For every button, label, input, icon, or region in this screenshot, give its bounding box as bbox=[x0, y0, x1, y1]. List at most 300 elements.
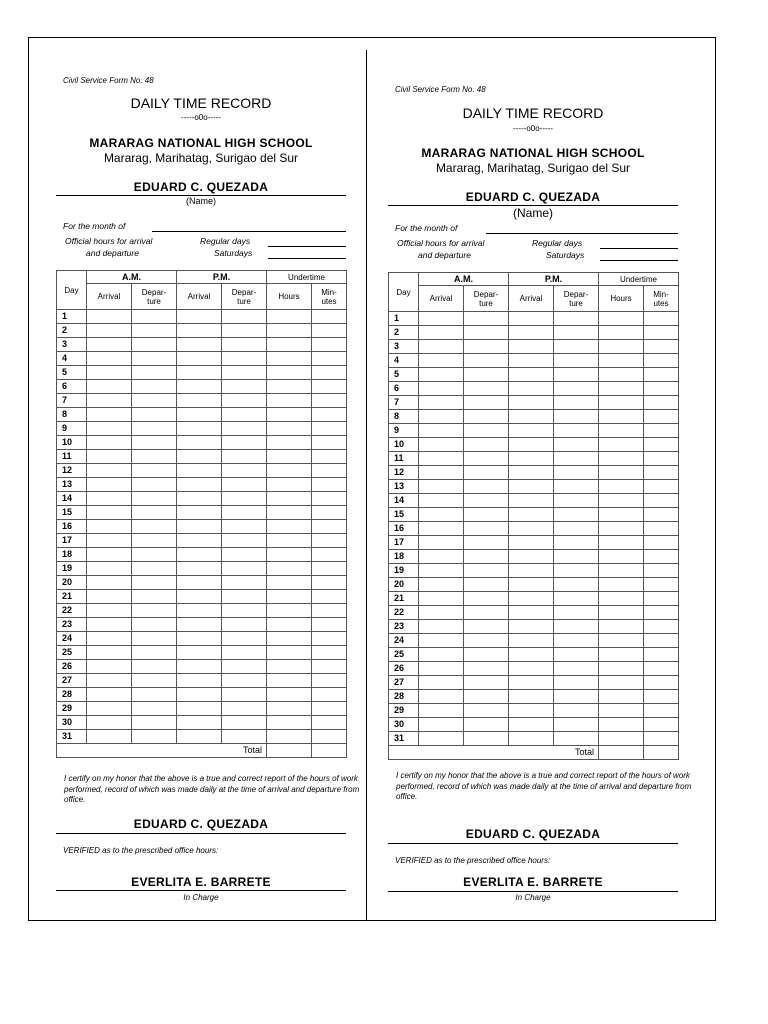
school-address: Mararag, Marihatag, Surigao del Sur bbox=[435, 161, 631, 175]
table-row bbox=[57, 422, 347, 436]
table-row bbox=[57, 408, 347, 422]
am-arrival-cell bbox=[419, 536, 464, 550]
form-number: Civil Service Form No. 48 bbox=[63, 76, 154, 85]
am-departure-cell bbox=[464, 494, 509, 508]
day-header: Day bbox=[57, 271, 87, 310]
am-departure-cell bbox=[132, 534, 177, 548]
table-row bbox=[389, 564, 679, 578]
undertime-minutes-cell bbox=[644, 368, 679, 382]
pm-departure-cell bbox=[222, 632, 267, 646]
day-number: 29 bbox=[57, 702, 87, 716]
am-departure-cell bbox=[132, 310, 177, 324]
table-row bbox=[389, 480, 679, 494]
table-row bbox=[389, 592, 679, 606]
am-arrival-cell bbox=[419, 592, 464, 606]
am-arrival-cell bbox=[87, 604, 132, 618]
undertime-hours-cell bbox=[267, 576, 312, 590]
am-departure-cell bbox=[464, 326, 509, 340]
am-departure-cell bbox=[464, 634, 509, 648]
undertime-minutes-cell bbox=[312, 324, 347, 338]
table-row bbox=[389, 438, 679, 452]
title-ornament: -----o0o----- bbox=[513, 124, 553, 133]
day-number: 22 bbox=[57, 604, 87, 618]
am-departure-cell bbox=[464, 410, 509, 424]
pm-departure-cell bbox=[222, 548, 267, 562]
undertime-hours-cell bbox=[267, 464, 312, 478]
undertime-hours-cell bbox=[599, 424, 644, 438]
pm-arrival-cell bbox=[177, 492, 222, 506]
table-row bbox=[57, 702, 347, 716]
am-departure-header: Depar- ture bbox=[464, 286, 509, 312]
am-arrival-cell bbox=[419, 396, 464, 410]
undertime-minutes-cell bbox=[644, 620, 679, 634]
undertime-hours-cell bbox=[267, 632, 312, 646]
undertime-hours-cell bbox=[599, 410, 644, 424]
day-number: 19 bbox=[389, 564, 419, 578]
undertime-hours-cell bbox=[267, 562, 312, 576]
pm-departure-cell bbox=[222, 478, 267, 492]
undertime-hours-cell bbox=[599, 676, 644, 690]
table-row bbox=[389, 452, 679, 466]
saturdays-line bbox=[268, 258, 346, 259]
am-departure-cell bbox=[132, 590, 177, 604]
day-number: 27 bbox=[57, 674, 87, 688]
am-arrival-cell bbox=[87, 702, 132, 716]
pm-arrival-cell bbox=[509, 732, 554, 746]
undertime-minutes-cell bbox=[312, 632, 347, 646]
day-number: 30 bbox=[389, 718, 419, 732]
undertime-minutes-cell bbox=[644, 592, 679, 606]
table-row bbox=[389, 466, 679, 480]
table-row bbox=[389, 368, 679, 382]
am-departure-cell bbox=[464, 550, 509, 564]
pm-departure-cell bbox=[222, 464, 267, 478]
pm-departure-cell bbox=[222, 394, 267, 408]
day-number: 6 bbox=[389, 382, 419, 396]
pm-arrival-header: Arrival bbox=[177, 284, 222, 310]
pm-departure-cell bbox=[554, 368, 599, 382]
undertime-hours-cell bbox=[599, 382, 644, 396]
pm-departure-cell bbox=[554, 508, 599, 522]
table-row bbox=[57, 338, 347, 352]
pm-arrival-cell bbox=[509, 704, 554, 718]
employee-name: EDUARD C. QUEZADA bbox=[465, 190, 601, 204]
employee-name: EDUARD C. QUEZADA bbox=[133, 180, 269, 194]
table-row bbox=[57, 646, 347, 660]
am-arrival-cell bbox=[87, 450, 132, 464]
am-departure-cell bbox=[464, 564, 509, 578]
school-address: Mararag, Marihatag, Surigao del Sur bbox=[103, 151, 299, 165]
table-row bbox=[57, 520, 347, 534]
am-departure-cell bbox=[464, 662, 509, 676]
pm-arrival-cell bbox=[177, 632, 222, 646]
day-number: 29 bbox=[389, 704, 419, 718]
am-departure-cell bbox=[464, 452, 509, 466]
undertime-header: Undertime bbox=[267, 271, 347, 284]
pm-arrival-cell bbox=[509, 466, 554, 480]
am-arrival-cell bbox=[87, 632, 132, 646]
pm-arrival-cell bbox=[509, 536, 554, 550]
am-departure-cell bbox=[464, 354, 509, 368]
am-departure-cell bbox=[464, 466, 509, 480]
am-departure-cell bbox=[464, 368, 509, 382]
am-departure-cell bbox=[132, 646, 177, 660]
table-row bbox=[57, 394, 347, 408]
day-header: Day bbox=[389, 273, 419, 312]
undertime-hours-cell bbox=[599, 690, 644, 704]
pm-arrival-cell bbox=[177, 464, 222, 478]
pm-departure-cell bbox=[554, 494, 599, 508]
pm-departure-cell bbox=[554, 732, 599, 746]
am-departure-cell bbox=[132, 548, 177, 562]
pm-arrival-cell bbox=[177, 646, 222, 660]
undertime-minutes-cell bbox=[644, 326, 679, 340]
verifier-name: EVERLITA E. BARRETE bbox=[131, 875, 271, 889]
undertime-minutes-cell bbox=[312, 422, 347, 436]
undertime-minutes-cell bbox=[644, 410, 679, 424]
table-row bbox=[57, 352, 347, 366]
am-arrival-cell bbox=[419, 564, 464, 578]
undertime-hours-cell bbox=[267, 716, 312, 730]
table-row bbox=[57, 632, 347, 646]
undertime-hours-header: Hours bbox=[267, 284, 312, 310]
pm-arrival-cell bbox=[509, 480, 554, 494]
undertime-minutes-cell bbox=[644, 676, 679, 690]
am-arrival-cell bbox=[419, 508, 464, 522]
undertime-hours-cell bbox=[599, 368, 644, 382]
pm-arrival-cell bbox=[177, 338, 222, 352]
pm-arrival-cell bbox=[177, 660, 222, 674]
pm-departure-cell bbox=[222, 506, 267, 520]
am-departure-cell bbox=[132, 380, 177, 394]
pm-arrival-cell bbox=[509, 522, 554, 536]
undertime-hours-cell bbox=[599, 634, 644, 648]
regular-days-label: Regular days bbox=[532, 238, 583, 248]
am-departure-cell bbox=[132, 464, 177, 478]
undertime-minutes-cell bbox=[312, 408, 347, 422]
form-number: Civil Service Form No. 48 bbox=[395, 85, 486, 94]
dtr-form-left bbox=[56, 0, 360, 1024]
pm-departure-cell bbox=[222, 576, 267, 590]
pm-departure-cell bbox=[554, 662, 599, 676]
day-number: 4 bbox=[389, 354, 419, 368]
saturdays-line bbox=[600, 260, 678, 261]
undertime-hours-cell bbox=[599, 466, 644, 480]
am-arrival-cell bbox=[419, 634, 464, 648]
total-label: Total bbox=[222, 744, 267, 758]
pm-departure-cell bbox=[222, 618, 267, 632]
day-number: 2 bbox=[389, 326, 419, 340]
day-number: 1 bbox=[389, 312, 419, 326]
am-arrival-cell bbox=[87, 506, 132, 520]
table-row bbox=[57, 366, 347, 380]
employee-signature-line bbox=[56, 833, 346, 834]
day-number: 26 bbox=[57, 660, 87, 674]
pm-arrival-cell bbox=[509, 690, 554, 704]
undertime-minutes-header: Min- utes bbox=[644, 286, 679, 312]
pm-departure-cell bbox=[222, 688, 267, 702]
undertime-hours-cell bbox=[267, 590, 312, 604]
table-row bbox=[389, 648, 679, 662]
undertime-hours-cell bbox=[599, 564, 644, 578]
am-departure-cell bbox=[464, 620, 509, 634]
table-row bbox=[389, 396, 679, 410]
pm-arrival-cell bbox=[177, 422, 222, 436]
day-number: 10 bbox=[57, 436, 87, 450]
am-arrival-cell bbox=[419, 480, 464, 494]
undertime-minutes-cell bbox=[312, 646, 347, 660]
undertime-hours-cell bbox=[267, 492, 312, 506]
am-departure-cell bbox=[132, 352, 177, 366]
undertime-minutes-cell bbox=[644, 550, 679, 564]
pm-departure-cell bbox=[222, 604, 267, 618]
am-arrival-cell bbox=[419, 578, 464, 592]
pm-departure-cell bbox=[222, 590, 267, 604]
day-number: 10 bbox=[389, 438, 419, 452]
pm-departure-cell bbox=[554, 550, 599, 564]
center-divider bbox=[366, 50, 367, 920]
undertime-header: Undertime bbox=[599, 273, 679, 286]
undertime-hours-cell bbox=[267, 450, 312, 464]
am-arrival-cell bbox=[87, 674, 132, 688]
undertime-minutes-cell bbox=[312, 492, 347, 506]
pm-arrival-cell bbox=[509, 718, 554, 732]
pm-arrival-header: Arrival bbox=[509, 286, 554, 312]
pm-arrival-cell bbox=[509, 662, 554, 676]
time-record-table bbox=[388, 272, 679, 760]
am-departure-cell bbox=[132, 366, 177, 380]
day-number: 13 bbox=[57, 478, 87, 492]
am-arrival-cell bbox=[87, 380, 132, 394]
regular-days-label: Regular days bbox=[200, 236, 251, 246]
undertime-minutes-cell bbox=[312, 660, 347, 674]
pm-arrival-cell bbox=[509, 564, 554, 578]
undertime-minutes-cell bbox=[644, 438, 679, 452]
am-arrival-cell bbox=[87, 338, 132, 352]
saturdays-label: Saturdays bbox=[214, 248, 253, 258]
name-caption: (Name) bbox=[185, 196, 216, 206]
day-number: 6 bbox=[57, 380, 87, 394]
pm-departure-cell bbox=[222, 702, 267, 716]
undertime-minutes-cell bbox=[644, 508, 679, 522]
pm-departure-cell bbox=[222, 492, 267, 506]
am-arrival-cell bbox=[87, 492, 132, 506]
undertime-hours-cell bbox=[267, 324, 312, 338]
day-number: 7 bbox=[57, 394, 87, 408]
undertime-minutes-cell bbox=[644, 536, 679, 550]
am-arrival-cell bbox=[87, 436, 132, 450]
day-number: 5 bbox=[389, 368, 419, 382]
table-row bbox=[57, 548, 347, 562]
undertime-hours-cell bbox=[267, 338, 312, 352]
undertime-minutes-cell bbox=[644, 452, 679, 466]
undertime-minutes-cell bbox=[644, 494, 679, 508]
pm-departure-cell bbox=[554, 606, 599, 620]
undertime-minutes-cell bbox=[312, 310, 347, 324]
undertime-hours-cell bbox=[599, 508, 644, 522]
undertime-minutes-cell bbox=[312, 548, 347, 562]
undertime-hours-cell bbox=[599, 354, 644, 368]
pm-departure-header: Depar- ture bbox=[222, 284, 267, 310]
day-number: 8 bbox=[389, 410, 419, 424]
undertime-minutes-cell bbox=[312, 716, 347, 730]
undertime-minutes-cell bbox=[312, 562, 347, 576]
am-departure-cell bbox=[132, 338, 177, 352]
am-arrival-cell bbox=[87, 548, 132, 562]
pm-departure-cell bbox=[222, 338, 267, 352]
undertime-minutes-cell bbox=[644, 382, 679, 396]
month-line bbox=[152, 231, 346, 232]
undertime-minutes-cell bbox=[644, 424, 679, 438]
undertime-hours-cell bbox=[599, 452, 644, 466]
undertime-minutes-cell bbox=[644, 662, 679, 676]
day-number: 25 bbox=[57, 646, 87, 660]
undertime-minutes-cell bbox=[312, 394, 347, 408]
am-arrival-cell bbox=[419, 522, 464, 536]
total-minutes-cell bbox=[312, 744, 347, 758]
am-arrival-cell bbox=[419, 438, 464, 452]
day-number: 17 bbox=[389, 536, 419, 550]
undertime-hours-cell bbox=[599, 438, 644, 452]
table-row bbox=[57, 660, 347, 674]
undertime-minutes-cell bbox=[312, 604, 347, 618]
pm-arrival-cell bbox=[177, 478, 222, 492]
undertime-hours-cell bbox=[599, 704, 644, 718]
undertime-minutes-cell bbox=[644, 578, 679, 592]
undertime-minutes-cell bbox=[312, 478, 347, 492]
am-arrival-cell bbox=[419, 704, 464, 718]
pm-departure-cell bbox=[222, 436, 267, 450]
pm-arrival-cell bbox=[177, 450, 222, 464]
form-title: DAILY TIME RECORD bbox=[130, 95, 272, 111]
day-number: 22 bbox=[389, 606, 419, 620]
table-row bbox=[389, 508, 679, 522]
table-row bbox=[57, 310, 347, 324]
table-row bbox=[57, 716, 347, 730]
school-name: MARARAG NATIONAL HIGH SCHOOL bbox=[89, 136, 313, 150]
undertime-hours-cell bbox=[267, 534, 312, 548]
pm-arrival-cell bbox=[177, 548, 222, 562]
pm-departure-cell bbox=[222, 366, 267, 380]
table-row bbox=[389, 704, 679, 718]
undertime-minutes-header: Min- utes bbox=[312, 284, 347, 310]
undertime-hours-cell bbox=[599, 620, 644, 634]
am-departure-cell bbox=[132, 408, 177, 422]
am-departure-cell bbox=[464, 732, 509, 746]
name-caption: (Name) bbox=[512, 206, 553, 220]
undertime-minutes-cell bbox=[312, 520, 347, 534]
am-arrival-cell bbox=[419, 424, 464, 438]
day-number: 14 bbox=[389, 494, 419, 508]
day-number: 3 bbox=[57, 338, 87, 352]
table-row bbox=[389, 732, 679, 746]
undertime-minutes-cell bbox=[644, 718, 679, 732]
pm-departure-cell bbox=[222, 660, 267, 674]
pm-departure-cell bbox=[554, 578, 599, 592]
am-departure-cell bbox=[132, 730, 177, 744]
am-arrival-cell bbox=[87, 576, 132, 590]
undertime-hours-cell bbox=[599, 522, 644, 536]
pm-arrival-cell bbox=[509, 550, 554, 564]
day-number: 21 bbox=[57, 590, 87, 604]
pm-header: P.M. bbox=[177, 271, 267, 284]
am-arrival-cell bbox=[87, 716, 132, 730]
pm-departure-cell bbox=[222, 408, 267, 422]
undertime-minutes-cell bbox=[312, 450, 347, 464]
table-row bbox=[389, 606, 679, 620]
total-label: Total bbox=[554, 746, 599, 760]
undertime-hours-cell bbox=[599, 396, 644, 410]
am-departure-cell bbox=[464, 312, 509, 326]
day-number: 24 bbox=[389, 634, 419, 648]
am-arrival-cell bbox=[419, 410, 464, 424]
undertime-hours-cell bbox=[599, 606, 644, 620]
official-hours-label: Official hours for arrival bbox=[397, 238, 485, 248]
pm-arrival-cell bbox=[177, 534, 222, 548]
total-row-blank bbox=[389, 746, 554, 760]
pm-departure-cell bbox=[222, 310, 267, 324]
day-number: 25 bbox=[389, 648, 419, 662]
undertime-minutes-cell bbox=[644, 480, 679, 494]
total-hours-cell bbox=[599, 746, 644, 760]
am-departure-cell bbox=[132, 604, 177, 618]
undertime-minutes-cell bbox=[312, 436, 347, 450]
verified-text: VERIFIED as to the prescribed office hours: bbox=[395, 856, 551, 865]
am-arrival-cell bbox=[87, 324, 132, 338]
total-row-blank bbox=[57, 744, 222, 758]
am-arrival-cell bbox=[419, 648, 464, 662]
table-row bbox=[389, 634, 679, 648]
certification-text: I certify on my honor that the above is a true and correct report of the hours of work performed, record of which was made daily at the time of arrival and departure from office. bbox=[396, 771, 692, 801]
am-arrival-cell bbox=[419, 718, 464, 732]
pm-departure-cell bbox=[554, 620, 599, 634]
table-row bbox=[57, 492, 347, 506]
table-row bbox=[389, 494, 679, 508]
am-arrival-cell bbox=[419, 690, 464, 704]
am-header: A.M. bbox=[419, 273, 509, 286]
month-label: For the month of bbox=[63, 221, 126, 231]
am-departure-cell bbox=[132, 492, 177, 506]
table-row bbox=[389, 676, 679, 690]
day-number: 19 bbox=[57, 562, 87, 576]
pm-arrival-cell bbox=[177, 324, 222, 338]
pm-arrival-cell bbox=[177, 380, 222, 394]
day-number: 27 bbox=[389, 676, 419, 690]
pm-arrival-cell bbox=[509, 452, 554, 466]
pm-departure-cell bbox=[222, 674, 267, 688]
day-number: 15 bbox=[389, 508, 419, 522]
pm-departure-cell bbox=[554, 340, 599, 354]
pm-header: P.M. bbox=[509, 273, 599, 286]
table-row bbox=[389, 424, 679, 438]
table-row bbox=[57, 436, 347, 450]
pm-arrival-cell bbox=[177, 506, 222, 520]
pm-departure-cell bbox=[554, 410, 599, 424]
employee-signature-name: EDUARD C. QUEZADA bbox=[465, 827, 601, 841]
day-number: 7 bbox=[389, 396, 419, 410]
undertime-minutes-cell bbox=[312, 674, 347, 688]
pm-arrival-cell bbox=[509, 368, 554, 382]
pm-departure-cell bbox=[554, 676, 599, 690]
dtr-form-right bbox=[388, 0, 692, 1024]
pm-arrival-cell bbox=[509, 354, 554, 368]
undertime-hours-cell bbox=[267, 352, 312, 366]
am-departure-cell bbox=[132, 520, 177, 534]
day-number: 28 bbox=[389, 690, 419, 704]
pm-departure-cell bbox=[222, 520, 267, 534]
undertime-minutes-cell bbox=[644, 564, 679, 578]
pm-departure-cell bbox=[554, 396, 599, 410]
